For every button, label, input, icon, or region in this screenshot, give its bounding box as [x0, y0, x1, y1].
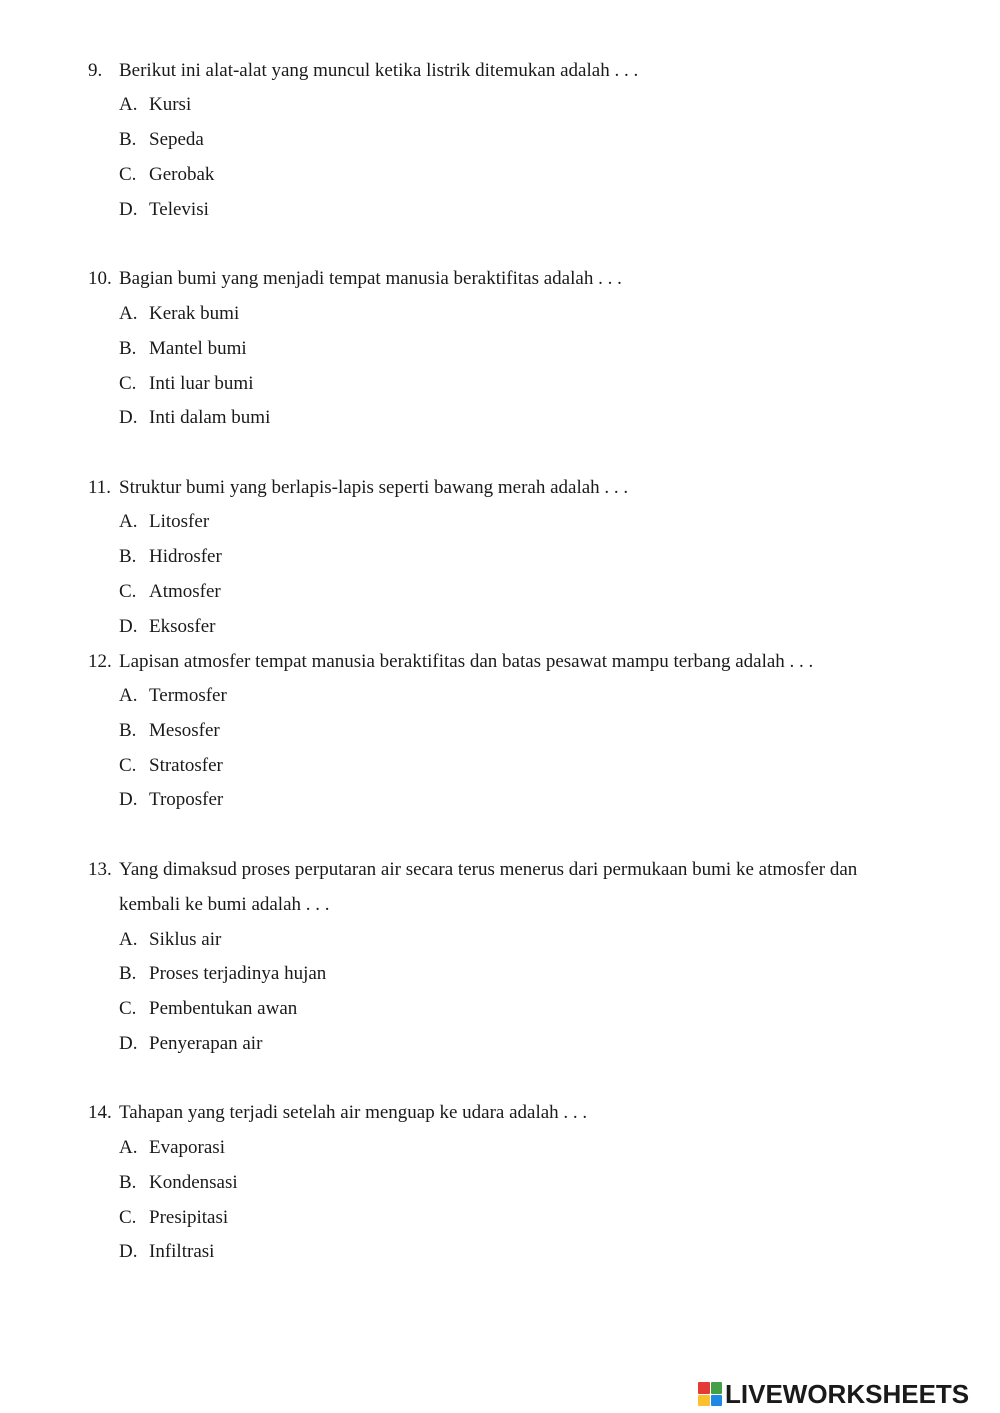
option-text: Stratosfer — [149, 755, 223, 776]
logo-text: LIVEWORKSHEETS — [725, 1378, 970, 1409]
option-text: Kursi — [149, 94, 192, 115]
option-text: Atmosfer — [149, 581, 221, 602]
question-text: Tahapan yang terjadi setelah air menguap ke udara adalah . . . — [119, 1102, 588, 1123]
question-number: 11. — [88, 477, 112, 498]
liveworksheets-logo — [698, 1379, 969, 1409]
option-letter: C. — [119, 164, 137, 185]
question-number: 13. — [88, 859, 112, 880]
option-text: Hidrosfer — [149, 546, 222, 567]
option-letter: A. — [119, 303, 138, 324]
option-letter: D. — [119, 616, 138, 637]
option-text: Troposfer — [149, 789, 224, 810]
question-text: Struktur bumi yang berlapis-lapis seperti bawang merah adalah . . . — [119, 477, 629, 498]
question-number: 10. — [88, 268, 112, 289]
option-text: Litosfer — [149, 511, 210, 532]
option-text: Mesosfer — [149, 720, 220, 741]
option-text: Inti dalam bumi — [149, 407, 271, 428]
logo-square-yellow — [698, 1395, 710, 1407]
option-letter: B. — [119, 129, 137, 150]
question-text-continued: kembali ke bumi adalah . . . — [119, 894, 330, 915]
option-text: Infiltrasi — [149, 1241, 215, 1262]
option-text: Mantel bumi — [149, 338, 247, 359]
option-text: Pembentukan awan — [149, 998, 298, 1019]
option-letter: D. — [119, 199, 138, 220]
option-letter: B. — [119, 546, 137, 567]
option-letter: A. — [119, 929, 138, 950]
option-text: Penyerapan air — [149, 1033, 263, 1054]
option-letter: C. — [119, 998, 137, 1019]
option-letter: B. — [119, 720, 137, 741]
option-letter: A. — [119, 685, 138, 706]
question-text: Bagian bumi yang menjadi tempat manusia beraktifitas adalah . . . — [119, 268, 622, 289]
logo-square-green — [711, 1382, 723, 1394]
option-letter: B. — [119, 338, 137, 359]
question-number: 12. — [88, 651, 112, 672]
option-letter: C. — [119, 373, 137, 394]
question-text: Berikut ini alat-alat yang muncul ketika listrik ditemukan adalah . . . — [119, 60, 639, 81]
liveworksheets-logo-icon — [698, 1382, 722, 1406]
option-text: Inti luar bumi — [149, 373, 254, 394]
question-text: Lapisan atmosfer tempat manusia beraktifitas dan batas pesawat mampu terbang adalah . . . — [119, 651, 814, 672]
option-letter: D. — [119, 1241, 138, 1262]
option-letter: A. — [119, 1137, 138, 1158]
question-text: Yang dimaksud proses perputaran air secara terus menerus dari permukaan bumi ke atmosfer dan — [119, 859, 858, 880]
option-letter: D. — [119, 1033, 138, 1054]
option-letter: B. — [119, 963, 137, 984]
option-letter: A. — [119, 94, 138, 115]
option-text: Kondensasi — [149, 1172, 238, 1193]
option-letter: D. — [119, 789, 138, 810]
option-letter: C. — [119, 755, 137, 776]
option-letter: C. — [119, 1207, 137, 1228]
option-letter: B. — [119, 1172, 137, 1193]
option-text: Gerobak — [149, 164, 215, 185]
logo-square-red — [698, 1382, 710, 1394]
option-text: Evaporasi — [149, 1137, 225, 1158]
option-letter: A. — [119, 511, 138, 532]
question-number: 9. — [88, 60, 103, 81]
option-text: Proses terjadinya hujan — [149, 963, 327, 984]
option-text: Eksosfer — [149, 616, 216, 637]
option-text: Siklus air — [149, 929, 222, 950]
option-letter: C. — [119, 581, 137, 602]
option-letter: D. — [119, 407, 138, 428]
option-text: Sepeda — [149, 129, 204, 150]
option-text: Televisi — [149, 199, 209, 220]
logo-square-blue — [711, 1395, 723, 1407]
option-text: Termosfer — [149, 685, 227, 706]
option-text: Kerak bumi — [149, 303, 240, 324]
question-number: 14. — [88, 1102, 112, 1123]
option-text: Presipitasi — [149, 1207, 229, 1228]
